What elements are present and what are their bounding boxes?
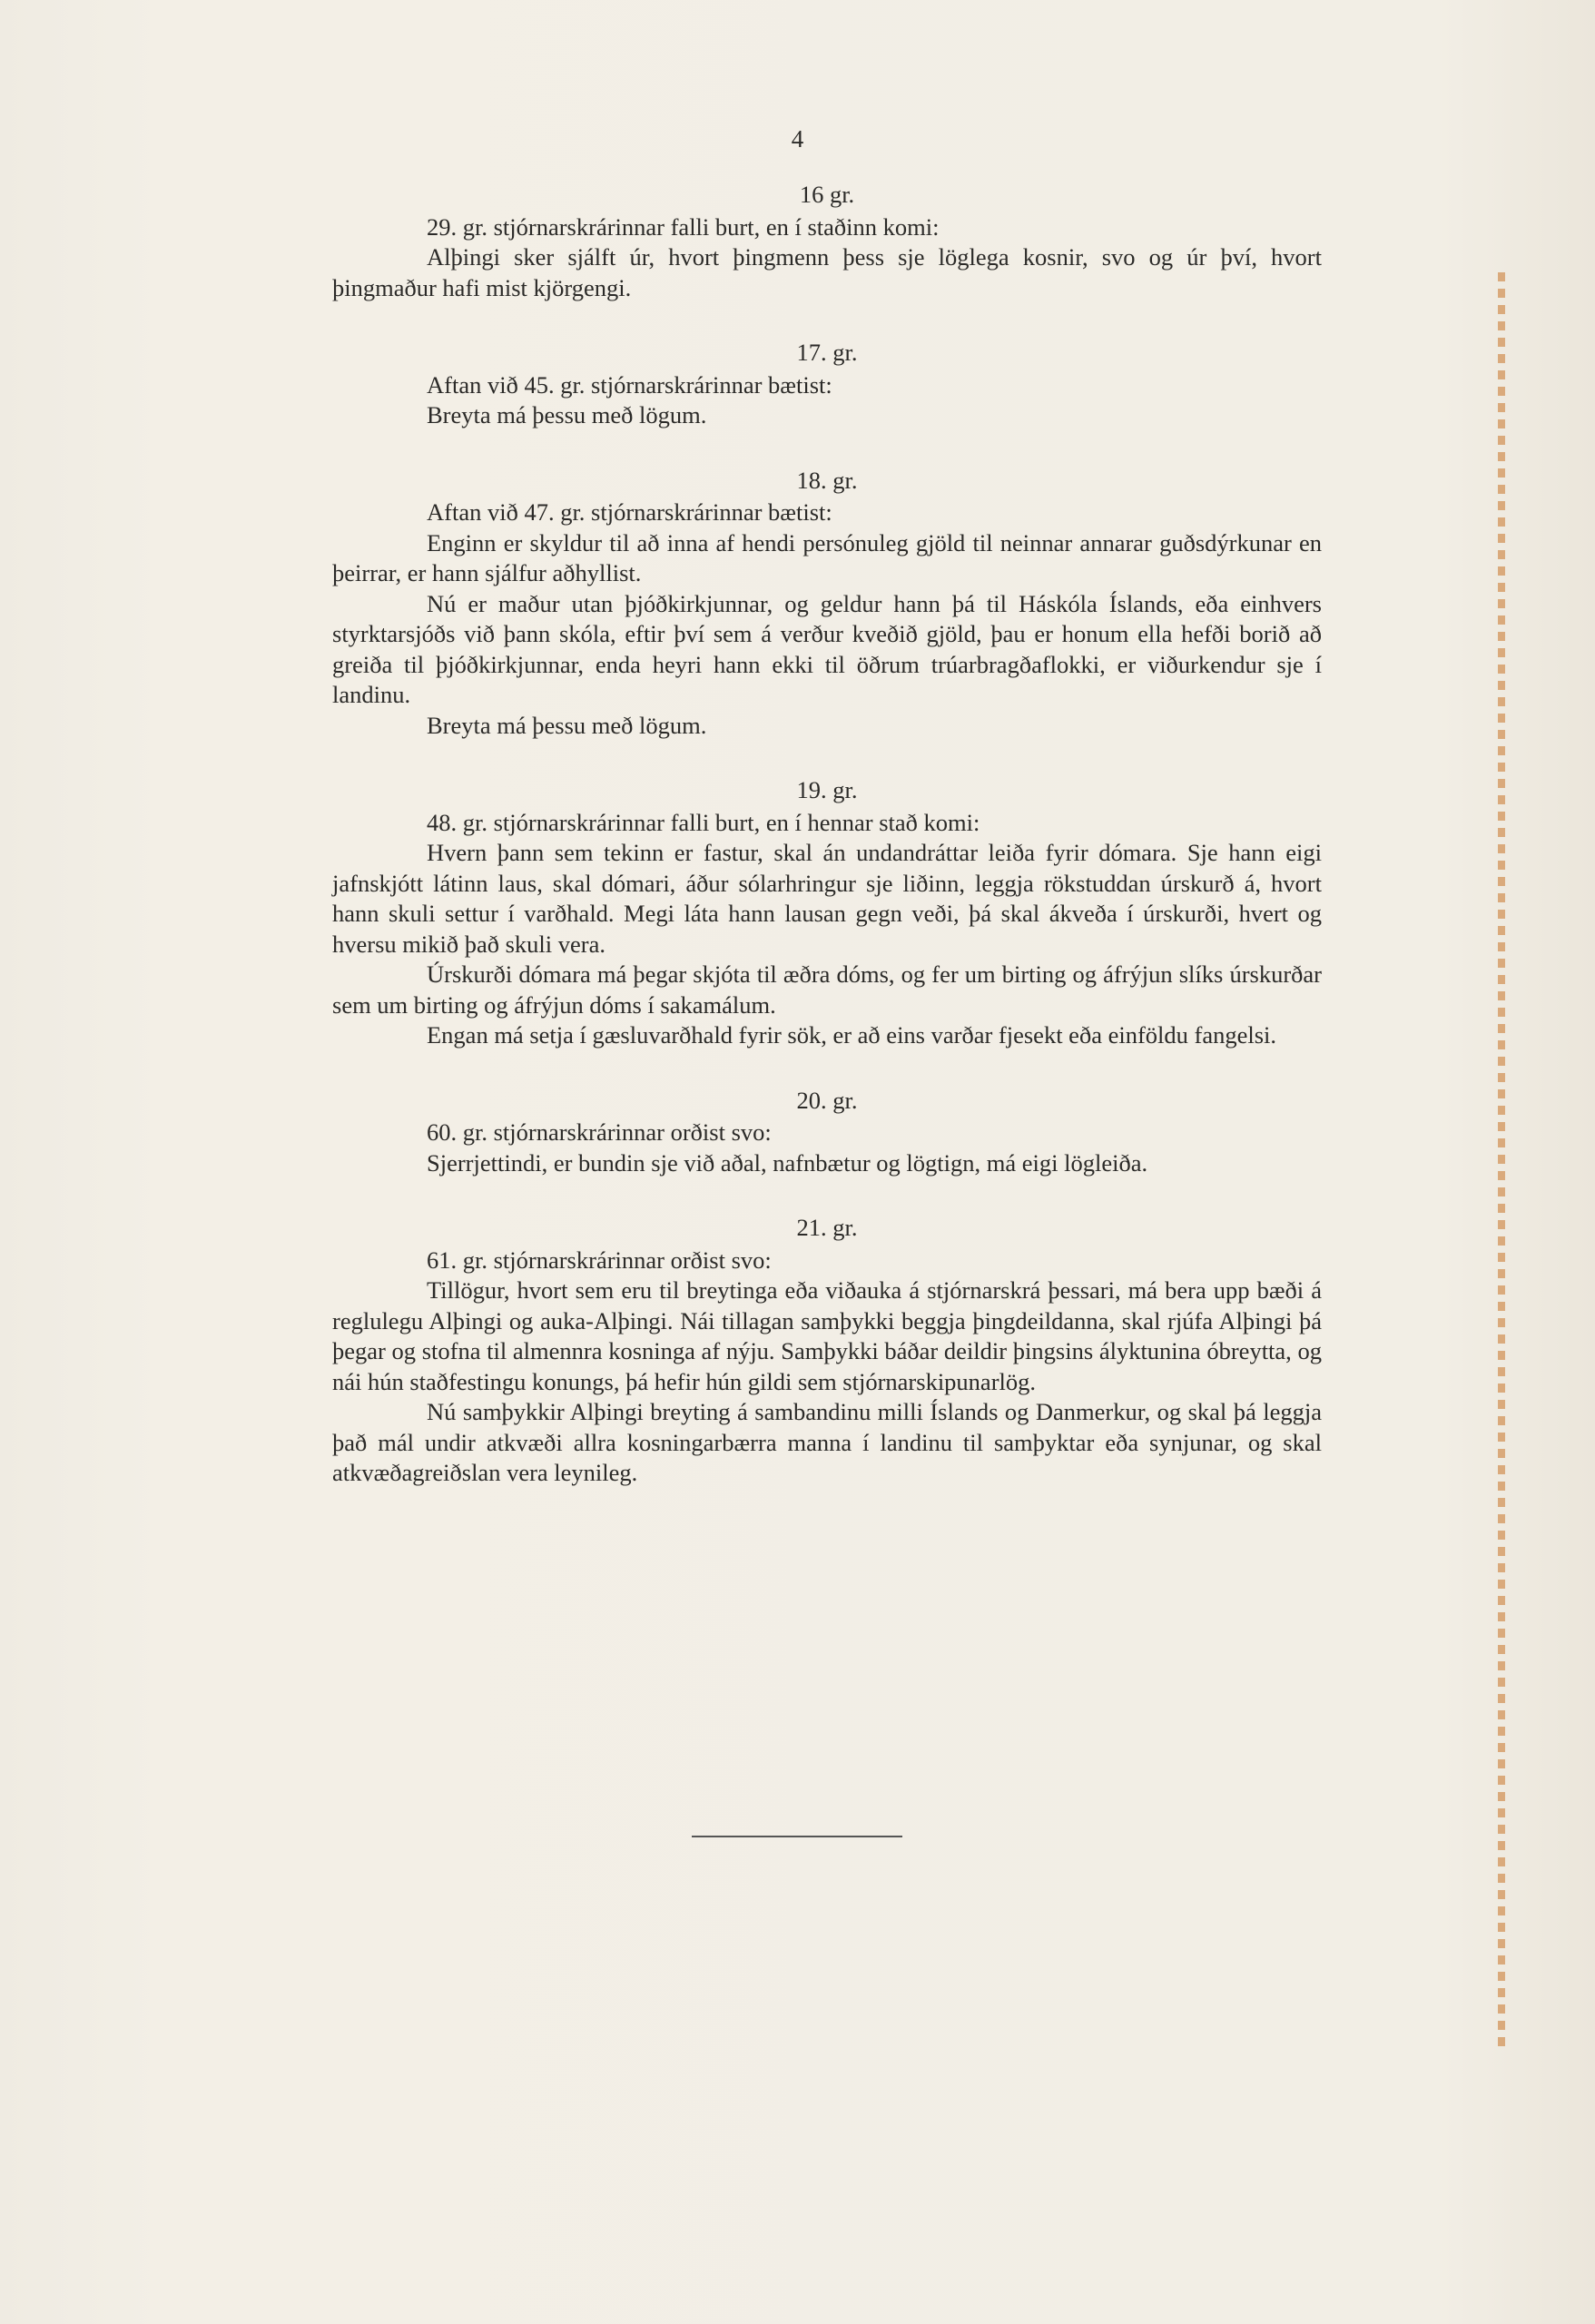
article-paragraph: Aftan við 47. gr. stjórnarskrárinnar bætist: bbox=[427, 498, 832, 526]
binding-thread bbox=[1498, 272, 1505, 2052]
end-rule bbox=[692, 1836, 902, 1837]
article-16 bbox=[332, 180, 1322, 303]
article-18 bbox=[332, 466, 1322, 742]
article-19 bbox=[332, 775, 1322, 1051]
article-paragraph: Nú samþykkir Alþingi breyting á sambandinu milli Íslands og Danmerkur, og skal þá leggja það mál undir atkvæði allra kosningarbærra manna í landinu til samþyktar eða synjunar, og skal atkvæðagreiðslan vera leynileg. bbox=[332, 1398, 1322, 1486]
article-paragraph: Hvern þann sem tekinn er fastur, skal án undandráttar leiða fyrir dómara. Sje hann eigi jafnskjótt látinn laus, skal dómari, áður sólarhringur sje liðinn, leggja rökstuddan úrskurð á, hvort hann skuli settur í varðhald. Megi láta hann lausan gegn veði, þá skal ákveða í úrskurði, hvert og hversu mikið það skuli vera. bbox=[332, 839, 1322, 958]
article-paragraph: Breyta má þessu með lögum. bbox=[427, 401, 707, 428]
article-17 bbox=[332, 338, 1322, 431]
article-paragraph: Aftan við 45. gr. stjórnarskrárinnar bætist: bbox=[427, 370, 832, 399]
article-paragraph: Úrskurði dómara má þegar skjóta til æðra dóms, og fer um birting og áfrýjun slíks úrskurðar sem um birting og áfrýjun dóms í sakamálum. bbox=[332, 960, 1322, 1019]
article-paragraph: Engan má setja í gæsluvarðhald fyrir sök, er að eins varðar fjesekt eða einföldu fangelsi. bbox=[427, 1021, 1277, 1049]
article-paragraph: 29. gr. stjórnarskrárinnar falli burt, en í staðinn komi: bbox=[427, 212, 940, 241]
article-paragraph: 60. gr. stjórnarskrárinnar orðist svo: bbox=[427, 1118, 772, 1146]
article-paragraph: Enginn er skyldur til að inna af hendi persónuleg gjöld til neinnar annarar guðsdýrkunar en þeirrar, er hann sjálfur aðhyllist. bbox=[332, 528, 1322, 586]
article-heading: 17. gr. bbox=[796, 339, 858, 366]
article-paragraph: 61. gr. stjórnarskrárinnar orðist svo: bbox=[427, 1246, 772, 1274]
article-21 bbox=[332, 1213, 1322, 1489]
article-paragraph: Tillögur, hvort sem eru til breytinga eða viðauka á stjórnarskrá þessari, má bera upp bæði á reglulegu Alþingi og auka-Alþingi. Nái tillagan samþykki beggja þingdeildanna, skal rjúfa Alþingi þá þegar og stofna til almennra kosninga af nýju. Samþykki báðar deildir þingsins ályktunina óbreytta, og nái hún staðfestingu konungs, þá hefir hún gildi sem stjórnarskipunarlög. bbox=[332, 1276, 1322, 1395]
article-paragraph: 48. gr. stjórnarskrárinnar falli burt, en í hennar stað komi: bbox=[427, 808, 980, 836]
article-heading: 20. gr. bbox=[796, 1086, 858, 1114]
article-paragraph: Alþingi sker sjálft úr, hvort þingmenn þess sje löglega kosnir, svo og úr því, hvort þingmaður hafi mist kjörgengi. bbox=[332, 243, 1322, 301]
page-number: 4 bbox=[791, 125, 804, 153]
article-heading: 16 gr. bbox=[799, 181, 855, 208]
article-heading: 21. gr. bbox=[796, 1214, 858, 1241]
article-20 bbox=[332, 1086, 1322, 1179]
article-paragraph: Sjerrjettindi, er bundin sje við aðal, nafnbætur og lögtign, má eigi lögleiða. bbox=[427, 1148, 1148, 1177]
article-paragraph: Breyta má þessu með lögum. bbox=[427, 711, 707, 739]
article-heading: 19. gr. bbox=[796, 776, 858, 803]
article-paragraph: Nú er maður utan þjóðkirkjunnar, og geldur hann þá til Háskóla Íslands, eða einhvers styrktarsjóðs við þann skóla, eftir því sem á verður kveðið gjöld, þau er honum ella hefði borið að greiða til þjóðkirkjunnar, enda heyri hann ekki til öðrum trúarbragðaflokki, er viðurkendur sje í landinu. bbox=[332, 589, 1322, 708]
article-heading: 18. gr. bbox=[796, 466, 858, 494]
document-body bbox=[332, 180, 1322, 1523]
